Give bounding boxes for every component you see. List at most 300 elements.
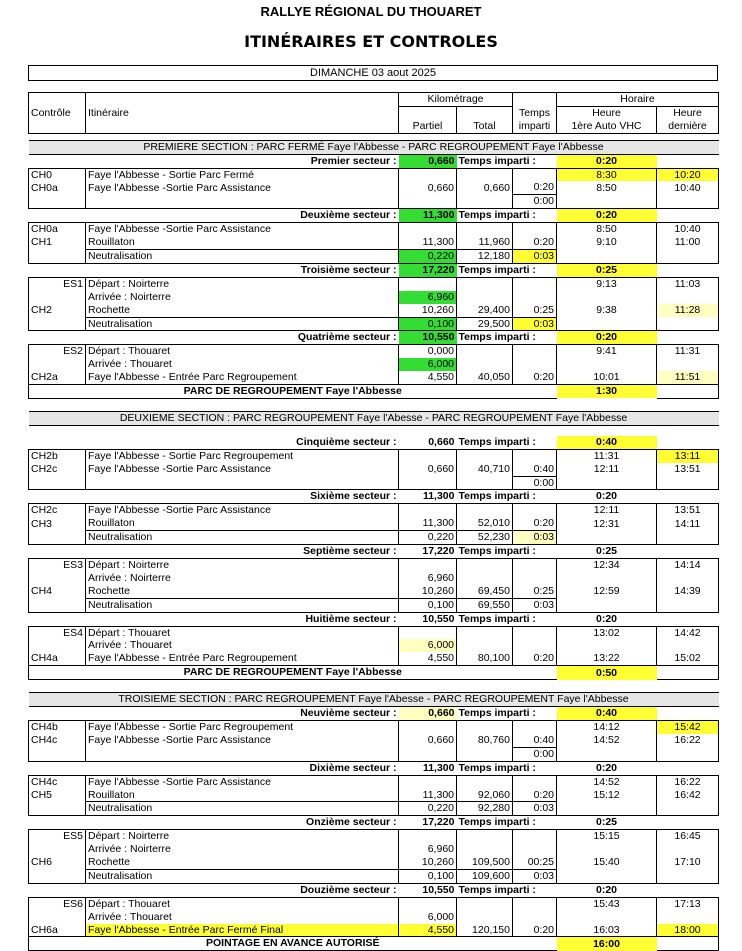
secteur-row <box>29 263 719 277</box>
control-code: CH2b <box>29 449 86 462</box>
header-cell <box>86 120 399 133</box>
header-cell <box>29 120 86 133</box>
heure-derniere: 14:39 <box>657 585 719 598</box>
partiel-header: Partiel <box>399 120 457 133</box>
control-code: CH5 <box>29 789 86 802</box>
km-partiel: 6,960 <box>399 843 457 856</box>
temps-imparti: 0:20 <box>513 789 557 802</box>
itinerary-row <box>29 585 719 598</box>
heure-premiere: 14:52 <box>557 734 657 747</box>
heure-premiere: 15:43 <box>557 897 657 910</box>
km-total <box>457 449 513 462</box>
itinerary-name: Rouillaton <box>86 517 399 530</box>
heure-derniere: 10:40 <box>657 223 719 236</box>
itinerary-row <box>29 277 719 290</box>
secteur-name: Septième secteur : <box>303 545 397 558</box>
km-partiel: 6,000 <box>399 911 457 924</box>
heure-premiere: 12:11 <box>557 504 657 517</box>
km-partiel: 4,550 <box>399 924 457 937</box>
temps-imparti-label: Temps imparti : <box>458 154 536 167</box>
heure-derniere <box>657 476 719 490</box>
horaire-header: Horaire <box>557 93 719 107</box>
heure-premiere: 9:13 <box>557 277 657 290</box>
secteur-time: 0:20 <box>595 612 617 625</box>
secteur-time: 0:25 <box>557 263 657 277</box>
itinerary-row <box>29 195 719 209</box>
km-partiel: 11,300 <box>399 236 457 249</box>
itinerary-name: Arrivée : Noirterre <box>86 843 399 856</box>
itinerary-row <box>29 869 719 883</box>
table-cell <box>657 883 719 897</box>
header-row <box>29 106 719 119</box>
itinerary-name: Faye l'Abbesse -Sortie Parc Assistance <box>86 775 399 788</box>
itinerary-row <box>29 747 719 761</box>
table-cell <box>657 385 719 399</box>
km-total <box>457 775 513 788</box>
control-code <box>29 572 86 585</box>
control-code <box>29 802 86 816</box>
control-code <box>29 531 86 545</box>
heure-premiere: 15:12 <box>557 789 657 802</box>
itinerary-name: Faye l'Abbesse - Sortie Parc Regroupement <box>86 449 399 462</box>
parc-time: 0:50 <box>557 666 657 680</box>
date-banner: DIMANCHE 03 aout 2025 <box>28 65 718 81</box>
temps-imparti <box>513 897 557 910</box>
secteur-name: Huitième secteur : <box>305 612 397 625</box>
heure-derniere <box>657 598 719 612</box>
temps-imparti: 0:25 <box>513 585 557 598</box>
heure-premiere: 13:22 <box>557 652 657 665</box>
km-total <box>457 897 513 910</box>
control-code <box>29 358 86 371</box>
km-total: 109,500 <box>457 856 513 869</box>
km-total <box>457 843 513 856</box>
secteur-time: 0:40 <box>557 436 657 449</box>
temps-imparti <box>513 830 557 843</box>
itinerary-row <box>29 476 719 490</box>
temps-imparti: 0:25 <box>513 304 557 317</box>
heure-premiere <box>557 476 657 490</box>
heure-derniere: 10:20 <box>657 168 719 181</box>
heure-derniere: 11:51 <box>657 371 719 384</box>
heure-premiere: 8:50 <box>557 223 657 236</box>
secteur-name: Sixième secteur : <box>310 490 397 503</box>
km-total <box>457 195 513 209</box>
heure-premiere: 14:12 <box>557 720 657 733</box>
heure-derniere: 13:11 <box>657 449 719 462</box>
heure-derniere: 16:22 <box>657 734 719 747</box>
controle-header: Contrôle <box>29 106 86 119</box>
heure-premiere: 9:38 <box>557 304 657 317</box>
km-total: 12,180 <box>457 249 513 263</box>
itinerary-name: Faye l'Abbesse -Sortie Parc Assistance <box>86 463 399 476</box>
km-partiel: 0,660 <box>399 181 457 194</box>
secteur-time: 0:25 <box>595 816 617 829</box>
page-subtitle: ITINÉRAIRES ET CONTROLES <box>244 32 498 51</box>
control-code <box>29 639 86 652</box>
temps-imparti: 0:20 <box>513 924 557 937</box>
secteur-time: 0:20 <box>595 761 617 774</box>
control-code <box>29 195 86 209</box>
itinerary-name: Neutralisation <box>86 802 399 816</box>
header-cell <box>29 93 86 107</box>
km-total: 120,150 <box>457 924 513 937</box>
itinerary-row <box>29 304 719 317</box>
itinerary-row <box>29 652 719 665</box>
itinerary-row <box>29 830 719 843</box>
heure-premiere <box>557 911 657 924</box>
km-partiel <box>399 195 457 209</box>
secteur-time: 0:25 <box>595 545 617 558</box>
secteur-km: 17,220 <box>399 263 457 277</box>
km-partiel <box>399 504 457 517</box>
itinerary-row <box>29 517 719 530</box>
secteur-km: 10,550 <box>399 331 457 345</box>
heure-derniere <box>657 911 719 924</box>
km-total <box>457 720 513 733</box>
km-partiel: 0,100 <box>399 869 457 883</box>
heure-derniere: 15:42 <box>657 720 719 733</box>
temps-imparti: 0:20 <box>513 371 557 384</box>
temps-imparti: 0:20 <box>513 181 557 194</box>
secteur-km: 11,300 <box>422 761 455 774</box>
control-code: CH0a <box>29 223 86 236</box>
heure-premiere: 14:52 <box>557 775 657 788</box>
itinerary-row <box>29 734 719 747</box>
section-row <box>29 140 719 154</box>
temps-imparti: 0:40 <box>513 463 557 476</box>
heure-premiere: 9:41 <box>557 345 657 358</box>
temps-imparti: 0:00 <box>513 195 557 209</box>
secteur-name: Quatrième secteur : <box>297 331 397 344</box>
heure-premiere: 12:11 <box>557 463 657 476</box>
temps-imparti-label: Temps imparti : <box>458 490 536 503</box>
control-code <box>29 747 86 761</box>
km-total: 69,450 <box>457 585 513 598</box>
section-title: PREMIERE SECTION : PARC FERMÉ Faye l'Abbesse - PARC REGROUPEMENT Faye l'Abbesse <box>29 140 719 154</box>
itinerary-name: Neutralisation <box>86 249 399 263</box>
km-partiel: 10,260 <box>399 304 457 317</box>
secteur-km: 17,220 <box>422 545 455 558</box>
itinerary-row <box>29 371 719 384</box>
secteur-km: 0,660 <box>428 435 455 448</box>
heure-derniere <box>657 249 719 263</box>
parc-label: PARC DE REGROUPEMENT Faye l'Abbesse <box>29 666 557 680</box>
secteur-row <box>29 331 719 345</box>
heure-premiere <box>557 747 657 761</box>
heure-derniere <box>657 572 719 585</box>
secteur-name: Dixième secteur : <box>309 761 397 774</box>
secteur-name: Onzième secteur : <box>306 816 397 829</box>
heure-derniere: 11:03 <box>657 277 719 290</box>
temps-imparti <box>513 911 557 924</box>
control-code: CH2c <box>29 504 86 517</box>
control-code <box>29 869 86 883</box>
heure-derniere: 16:22 <box>657 775 719 788</box>
control-code: ES2 <box>29 345 86 358</box>
km-partiel <box>399 775 457 788</box>
heure-premiere: 13:02 <box>557 626 657 639</box>
km-total: 92,280 <box>457 802 513 816</box>
km-partiel: 0,660 <box>399 463 457 476</box>
spacer <box>29 425 719 436</box>
secteur-time: 0:40 <box>557 707 657 721</box>
itinerary-row <box>29 626 719 639</box>
itinerary-name: Rouillaton <box>86 236 399 249</box>
spacer-row <box>29 133 719 140</box>
control-code <box>29 911 86 924</box>
km-partiel <box>399 168 457 181</box>
spacer-row <box>29 425 719 436</box>
itinerary-row <box>29 168 719 181</box>
temps-imparti: 0:20 <box>513 517 557 530</box>
itinerary-table <box>28 92 719 951</box>
km-partiel: 0,220 <box>399 531 457 545</box>
heure-premiere <box>557 249 657 263</box>
control-code: CH4a <box>29 652 86 665</box>
itinerary-name: Départ : Thouaret <box>86 345 399 358</box>
km-total <box>457 168 513 181</box>
km-total: 69,550 <box>457 598 513 612</box>
secteur-row <box>29 707 719 721</box>
km-partiel: 10,260 <box>399 856 457 869</box>
temps-imparti <box>513 223 557 236</box>
km-partiel: 0,220 <box>399 802 457 816</box>
table-cell <box>657 761 719 775</box>
km-partiel <box>399 747 457 761</box>
temps-imparti <box>513 291 557 304</box>
km-total: 92,060 <box>457 789 513 802</box>
km-partiel: 0,220 <box>399 249 457 263</box>
heure-premiere: 12:34 <box>557 559 657 572</box>
temps-imparti-label: Temps imparti : <box>458 331 536 344</box>
control-code: CH4c <box>29 734 86 747</box>
temps-imparti-label: Temps imparti : <box>458 545 536 558</box>
itinerary-name: Arrivée : Noirterre <box>86 572 399 585</box>
km-total <box>457 639 513 652</box>
itinerary-name: Arrivée : Thouaret <box>86 911 399 924</box>
secteur-row <box>29 490 719 504</box>
km-total: 0,660 <box>457 181 513 194</box>
total-header: Total <box>457 120 513 133</box>
control-code <box>29 317 86 331</box>
secteur-km: 0,660 <box>399 707 457 721</box>
temps-imparti: 0:03 <box>513 802 557 816</box>
control-code <box>29 291 86 304</box>
heure-derniere <box>657 531 719 545</box>
temps-imparti: 0:00 <box>513 476 557 490</box>
control-code: ES5 <box>29 830 86 843</box>
itinerary-row <box>29 789 719 802</box>
km-partiel: 11,300 <box>399 789 457 802</box>
pointage-time: 16:00 <box>557 937 657 951</box>
heure-derniere <box>657 747 719 761</box>
pointage-row <box>29 937 719 951</box>
secteur-time: 0:20 <box>557 209 657 223</box>
heure-derniere: 14:11 <box>657 517 719 530</box>
heure-premiere <box>557 572 657 585</box>
itinerary-row <box>29 291 719 304</box>
kilometrage-header: Kilométrage <box>399 93 513 107</box>
heure-derniere <box>657 802 719 816</box>
itinerary-row <box>29 236 719 249</box>
control-code: ES3 <box>29 559 86 572</box>
table-cell <box>657 937 719 951</box>
km-partiel: 4,550 <box>399 652 457 665</box>
control-code: CH4b <box>29 720 86 733</box>
km-total: 52,010 <box>457 517 513 530</box>
heure-derniere: 11:28 <box>657 304 719 317</box>
secteur-name: Troisième secteur : <box>300 263 397 276</box>
secteur-name: Douzième secteur : <box>300 883 397 896</box>
parc-time: 1:30 <box>557 385 657 399</box>
itinerary-row <box>29 639 719 652</box>
heure-premiere <box>557 317 657 331</box>
km-partiel: 0,660 <box>399 734 457 747</box>
km-total <box>457 559 513 572</box>
heure-premiere: 10:01 <box>557 371 657 384</box>
itinerary-name: Rouillaton <box>86 789 399 802</box>
control-code: CH0 <box>29 168 86 181</box>
itinerary-row <box>29 856 719 869</box>
control-code: CH1 <box>29 236 86 249</box>
control-code: CH2a <box>29 371 86 384</box>
heure-premiere <box>557 531 657 545</box>
heure-derniere: 16:42 <box>657 789 719 802</box>
control-code: CH2c <box>29 463 86 476</box>
temps-imparti <box>513 345 557 358</box>
table-cell <box>657 666 719 680</box>
temps-imparti-label: Temps imparti : <box>458 209 536 222</box>
itinerary-name: Arrivée : Noirterre <box>86 291 399 304</box>
pointage-label: POINTAGE EN AVANCE AUTORISÉ <box>29 937 557 951</box>
section-title: TROISIEME SECTION : PARC REGROUPEMENT Faye l'Abesse - PARC REGROUPEMENT Faye l'Abbesse <box>29 693 719 707</box>
secteur-name: Premier secteur : <box>310 154 397 167</box>
header-row <box>29 120 719 133</box>
itinerary-name: Départ : Thouaret <box>86 897 399 910</box>
heure-premiere <box>557 869 657 883</box>
control-code: CH6 <box>29 856 86 869</box>
temps-imparti: 0:03 <box>513 869 557 883</box>
temps-imparti: 0:03 <box>513 531 557 545</box>
itinerary-row <box>29 358 719 371</box>
table-cell <box>657 154 719 168</box>
secteur-row <box>29 545 719 559</box>
itinerary-row <box>29 181 719 194</box>
km-partiel: 0,100 <box>399 317 457 331</box>
km-partiel <box>399 277 457 290</box>
km-total <box>457 277 513 290</box>
imparti-header: imparti <box>513 120 557 133</box>
heure-derniere: 13:51 <box>657 463 719 476</box>
control-code: ES4 <box>29 626 86 639</box>
control-code: CH2 <box>29 304 86 317</box>
temps-imparti <box>513 168 557 181</box>
temps-imparti: 0:20 <box>513 652 557 665</box>
heure-premiere <box>557 291 657 304</box>
itinerary-name: Rochette <box>86 856 399 869</box>
secteur-km: 17,220 <box>422 816 455 829</box>
itinerary-name <box>86 747 399 761</box>
itinerary-row <box>29 572 719 585</box>
km-total <box>457 830 513 843</box>
parc-row <box>29 666 719 680</box>
secteur-time: 0:20 <box>557 154 657 168</box>
km-total <box>457 626 513 639</box>
temps-header: Temps <box>513 106 557 119</box>
itinerary-name: Départ : Thouaret <box>86 626 399 639</box>
table-cell <box>657 707 719 721</box>
secteur-row <box>29 883 719 897</box>
heure-premiere: 9:10 <box>557 236 657 249</box>
itinerary-name: Faye l'Abbesse -Sortie Parc Assistance <box>86 734 399 747</box>
parc-label: PARC DE REGROUPEMENT Faye l'Abbesse <box>29 385 557 399</box>
itinerary-row <box>29 843 719 856</box>
km-partiel: 4,550 <box>399 371 457 384</box>
control-code <box>29 843 86 856</box>
itinerary-name: Faye l'Abbesse - Entrée Parc Regroupement <box>86 652 399 665</box>
itinerary-name: Neutralisation <box>86 531 399 545</box>
secteur-time: 0:20 <box>595 490 617 503</box>
itinerary-name: Faye l'Abbesse - Entrée Parc Regroupement <box>86 371 399 384</box>
secteur-km: 10,550 <box>422 883 455 896</box>
table-cell <box>657 545 719 559</box>
rally-title: RALLYE RÉGIONAL DU THOUARET <box>260 4 482 19</box>
table-cell <box>657 436 719 449</box>
secteur-km: 0,660 <box>399 154 457 168</box>
km-partiel <box>399 830 457 843</box>
control-code <box>29 476 86 490</box>
temps-imparti <box>513 626 557 639</box>
itinerary-name: Départ : Noirterre <box>86 559 399 572</box>
temps-imparti-label: Temps imparti : <box>458 263 536 276</box>
control-code <box>29 249 86 263</box>
secteur-km: 11,300 <box>422 490 455 503</box>
itinerary-row <box>29 911 719 924</box>
itinerary-name: Départ : Noirterre <box>86 830 399 843</box>
temps-imparti-label: Temps imparti : <box>458 612 536 625</box>
heure-derniere: 14:14 <box>657 559 719 572</box>
km-total: 40,710 <box>457 463 513 476</box>
km-partiel: 0,100 <box>399 598 457 612</box>
header-cell <box>513 93 557 107</box>
itinerary-name: Neutralisation <box>86 317 399 331</box>
itinerary-row <box>29 504 719 517</box>
km-total <box>457 747 513 761</box>
itinerary-row <box>29 345 719 358</box>
temps-imparti: 00:25 <box>513 856 557 869</box>
km-partiel: 6,000 <box>399 358 457 371</box>
temps-imparti <box>513 504 557 517</box>
heure-premiere: 12:59 <box>557 585 657 598</box>
km-partiel <box>399 720 457 733</box>
itinerary-name: Faye l'Abbesse -Sortie Parc Assistance <box>86 504 399 517</box>
km-total: 52,230 <box>457 531 513 545</box>
km-partiel <box>399 626 457 639</box>
heure-derniere: 17:13 <box>657 897 719 910</box>
km-total <box>457 572 513 585</box>
heure-derniere: 18:00 <box>657 924 719 937</box>
itinerary-name: Neutralisation <box>86 869 399 883</box>
control-code: CH4 <box>29 585 86 598</box>
control-code: CH6a <box>29 924 86 937</box>
itinerary-row <box>29 249 719 263</box>
control-code: ES6 <box>29 897 86 910</box>
heure-derniere: 16:45 <box>657 830 719 843</box>
control-code: ES1 <box>29 277 86 290</box>
itinerary-row <box>29 531 719 545</box>
section-row <box>29 693 719 707</box>
